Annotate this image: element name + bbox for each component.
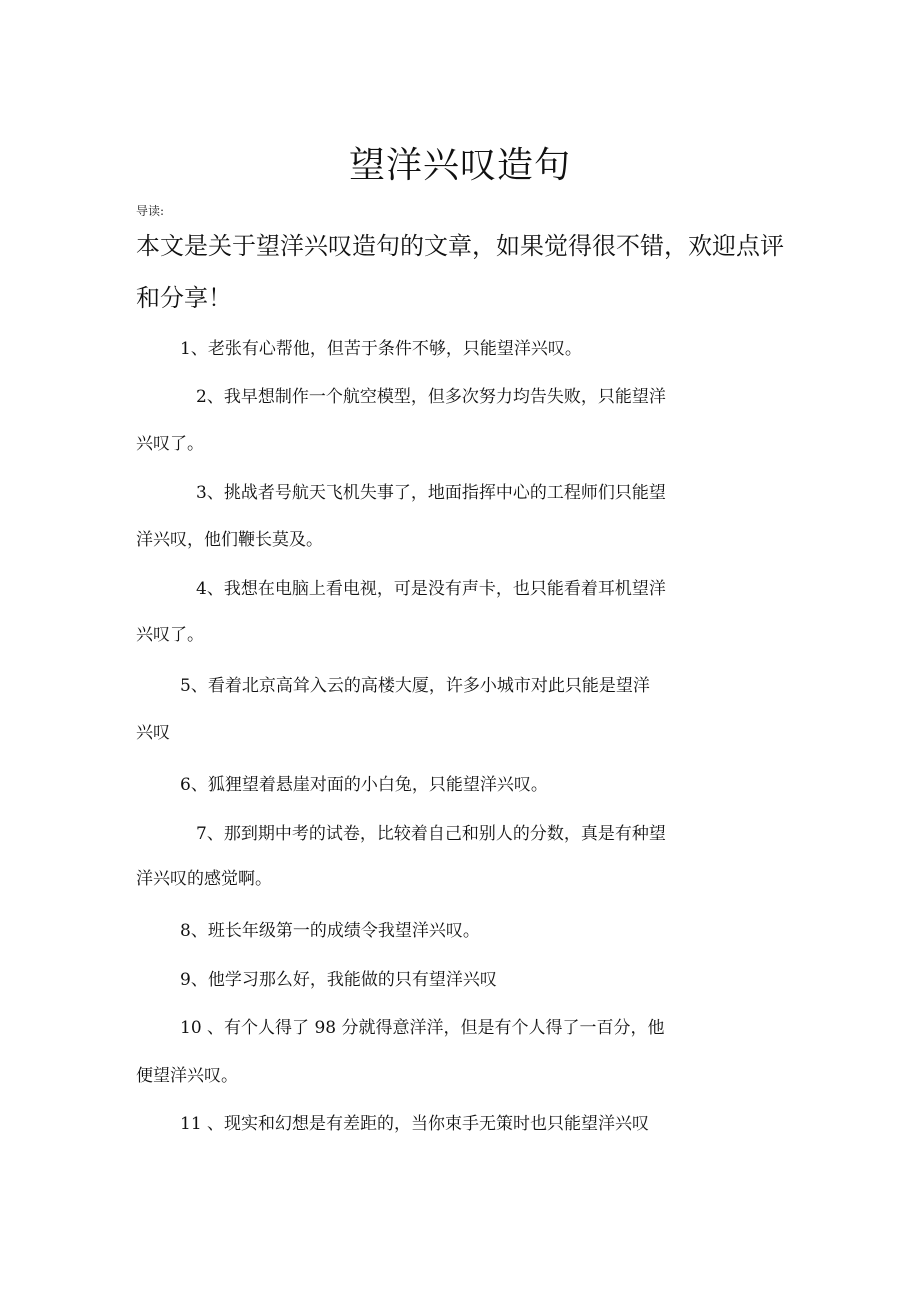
sentence-11-line-1: 11 、现实和幻想是有差距的，当你束手无策时也只能望洋兴叹 bbox=[180, 1114, 650, 1134]
sentence-10-line-1: 10 、有个人得了 98 分就得意洋洋，但是有个人得了一百分，他 bbox=[180, 1018, 665, 1038]
page-title: 望洋兴叹造句 bbox=[348, 145, 571, 186]
sentence-2-line-2: 兴叹了。 bbox=[136, 434, 204, 454]
sentence-5-line-1: 5、看着北京高耸入云的高楼大厦，许多小城市对此只能是望洋 bbox=[180, 676, 650, 696]
sentence-3-line-1: 3、挑战者号航天飞机失事了，地面指挥中心的工程师们只能望 bbox=[196, 483, 666, 503]
sentence-7-line-2: 洋兴叹的感觉啊。 bbox=[136, 869, 272, 889]
sentence-6-line-1: 6、狐狸望着悬崖对面的小白兔，只能望洋兴叹。 bbox=[180, 775, 548, 795]
sentence-8-line-1: 8、班长年级第一的成绩令我望洋兴叹。 bbox=[180, 921, 480, 941]
sentence-2-line-1: 2、我早想制作一个航空模型，但多次努力均告失败，只能望洋 bbox=[196, 387, 666, 407]
sentence-4-line-2: 兴叹了。 bbox=[136, 625, 204, 645]
sentence-3-line-2: 洋兴叹，他们鞭长莫及。 bbox=[136, 530, 323, 550]
sentence-1-line-1: 1、老张有心帮他，但苦于条件不够，只能望洋兴叹。 bbox=[180, 339, 582, 359]
sentence-4-line-1: 4、我想在电脑上看电视，可是没有声卡，也只能看着耳机望洋 bbox=[196, 579, 666, 599]
intro-label: 导读: bbox=[136, 204, 165, 218]
sentence-5-line-2: 兴叹 bbox=[136, 723, 170, 743]
sentence-10-line-2: 便望洋兴叹。 bbox=[136, 1066, 238, 1086]
sentence-9-line-1: 9、他学习那么好，我能做的只有望洋兴叹 bbox=[180, 970, 497, 990]
intro-text: 本文是关于望洋兴叹造句的文章，如果觉得很不错，欢迎点评和分享！ bbox=[136, 232, 784, 312]
sentence-7-line-1: 7、那到期中考的试卷，比较着自己和别人的分数，真是有种望 bbox=[196, 824, 666, 844]
